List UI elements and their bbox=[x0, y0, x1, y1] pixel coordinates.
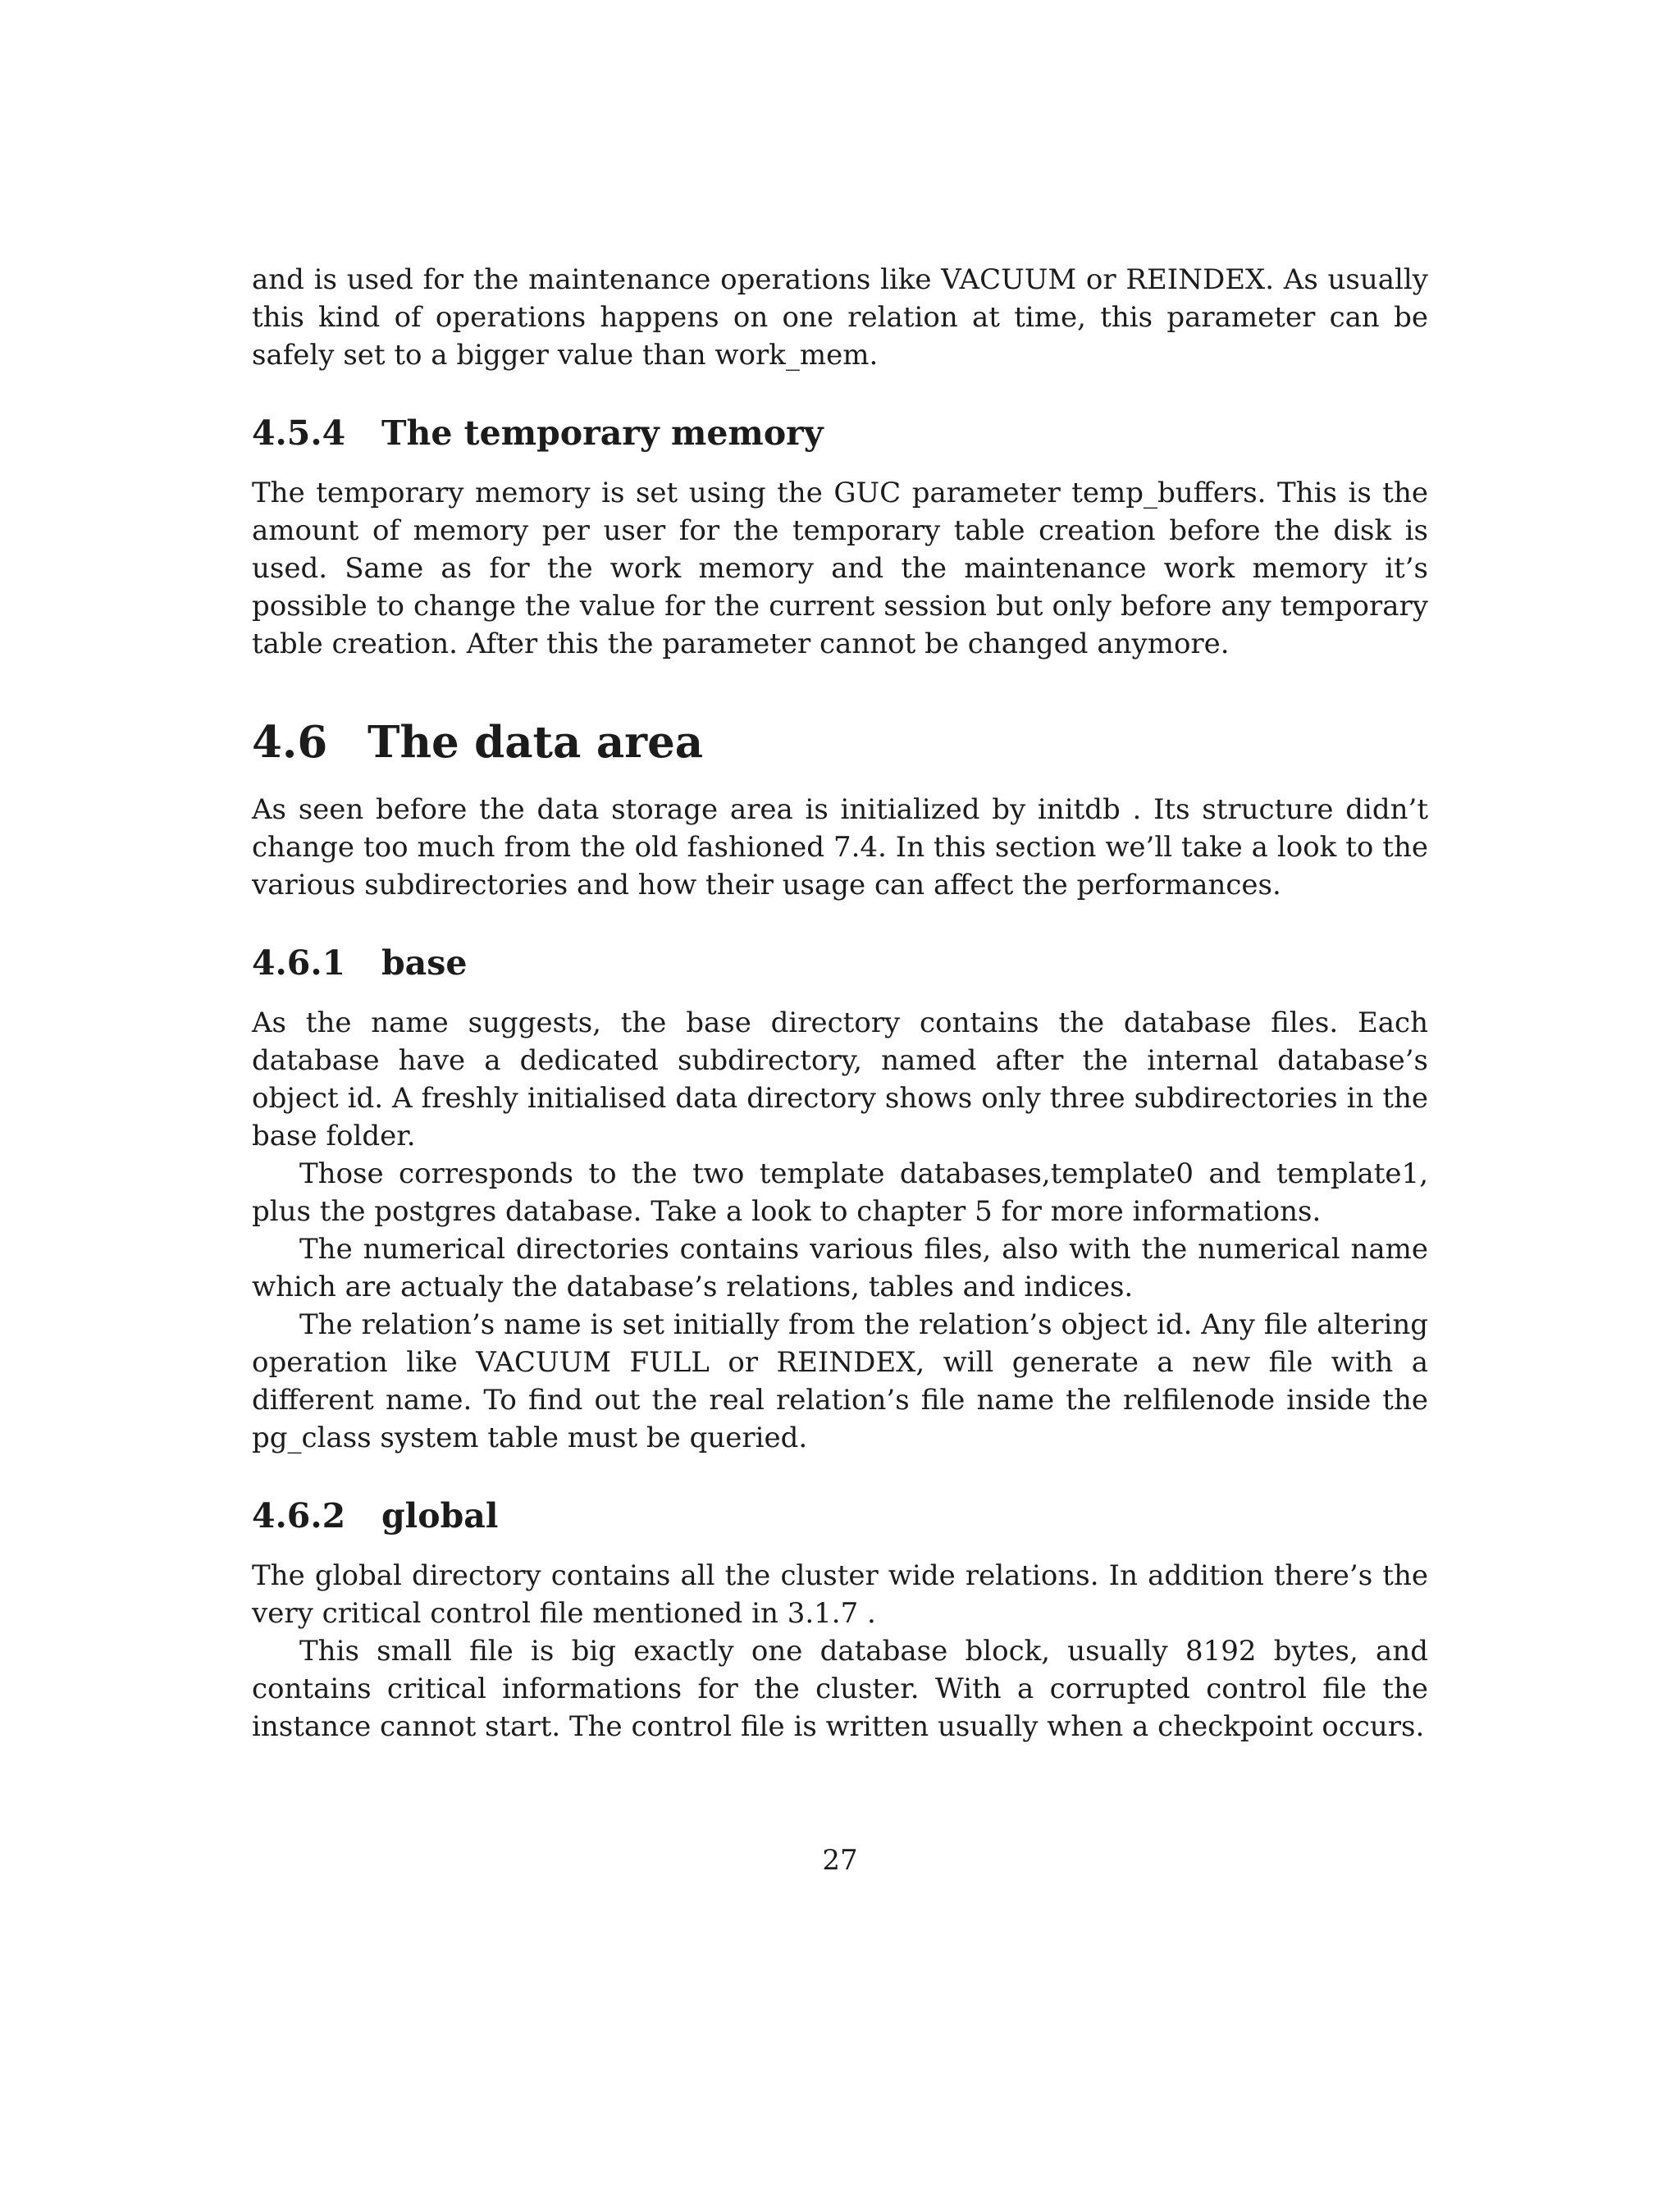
section-number: 4.6 bbox=[252, 717, 328, 768]
page-body bbox=[252, 261, 1428, 1746]
paragraph: As the name suggests, the base directory contains the database files. Each database have a dedicated subdirectory, named after the internal database’s object id. A freshly initialised data directory shows only three subdirectories in the base folder. bbox=[252, 1006, 1428, 1152]
intro-paragraph: and is used for the maintenance operations like VACUUM or REINDEX. As usually this kind of operations happens on one relation at time, this parameter can be safely set to a bigger value than work_mem. bbox=[252, 263, 1428, 372]
page-number: 27 bbox=[822, 1844, 858, 1877]
section-number: 4.5.4 bbox=[252, 413, 346, 453]
section-title: global bbox=[381, 1496, 499, 1536]
section-title: The data area bbox=[368, 717, 704, 768]
paragraph: As seen before the data storage area is initialized by initdb . Its structure didn’t change too much from the old fashioned 7.4. In this section we’ll take a look to the various subdirectories and how their usage can affect the performances. bbox=[252, 793, 1428, 901]
paragraph: This small file is big exactly one database block, usually 8192 bytes, and contains critical informations for the cluster. With a corrupted control file the instance cannot start. The control file is written usually when a checkpoint occurs. bbox=[252, 1635, 1428, 1743]
paragraph: The relation’s name is set initially from the relation’s object id. Any file altering operation like VACUUM FULL or REINDEX, will generate a new file with a different name. To find out the real relation’s file name the relfilenode inside the pg_class system table must be queried. bbox=[252, 1308, 1428, 1454]
section-heading-4-6 bbox=[252, 715, 1428, 769]
paragraph: Those corresponds to the two template databases,template0 and template1, plus the postgres database. Take a look to chapter 5 for more informations. bbox=[252, 1157, 1428, 1228]
section-heading-4-5-4 bbox=[252, 412, 1428, 454]
section-heading-4-6-1 bbox=[252, 942, 1428, 984]
section-number: 4.6.1 bbox=[252, 943, 346, 983]
paragraph: The numerical directories contains various files, also with the numerical name which are actualy the database’s relations, tables and indices. bbox=[252, 1233, 1428, 1303]
section-title: The temporary memory bbox=[381, 413, 824, 453]
section-title: base bbox=[381, 943, 468, 983]
paragraph: The global directory contains all the cluster wide relations. In addition there’s the very critical control file mentioned in 3.1.7 . bbox=[252, 1559, 1428, 1630]
section-heading-4-6-2 bbox=[252, 1495, 1428, 1537]
section-number: 4.6.2 bbox=[252, 1496, 346, 1536]
paragraph: The temporary memory is set using the GUC parameter temp_buffers. This is the amount of memory per user for the temporary table creation before the disk is used. Same as for the work memory and the maintenance work memory it’s possible to change the value for the current session but only before any temporary table creation. After this the parameter cannot be changed anymore. bbox=[252, 477, 1428, 660]
